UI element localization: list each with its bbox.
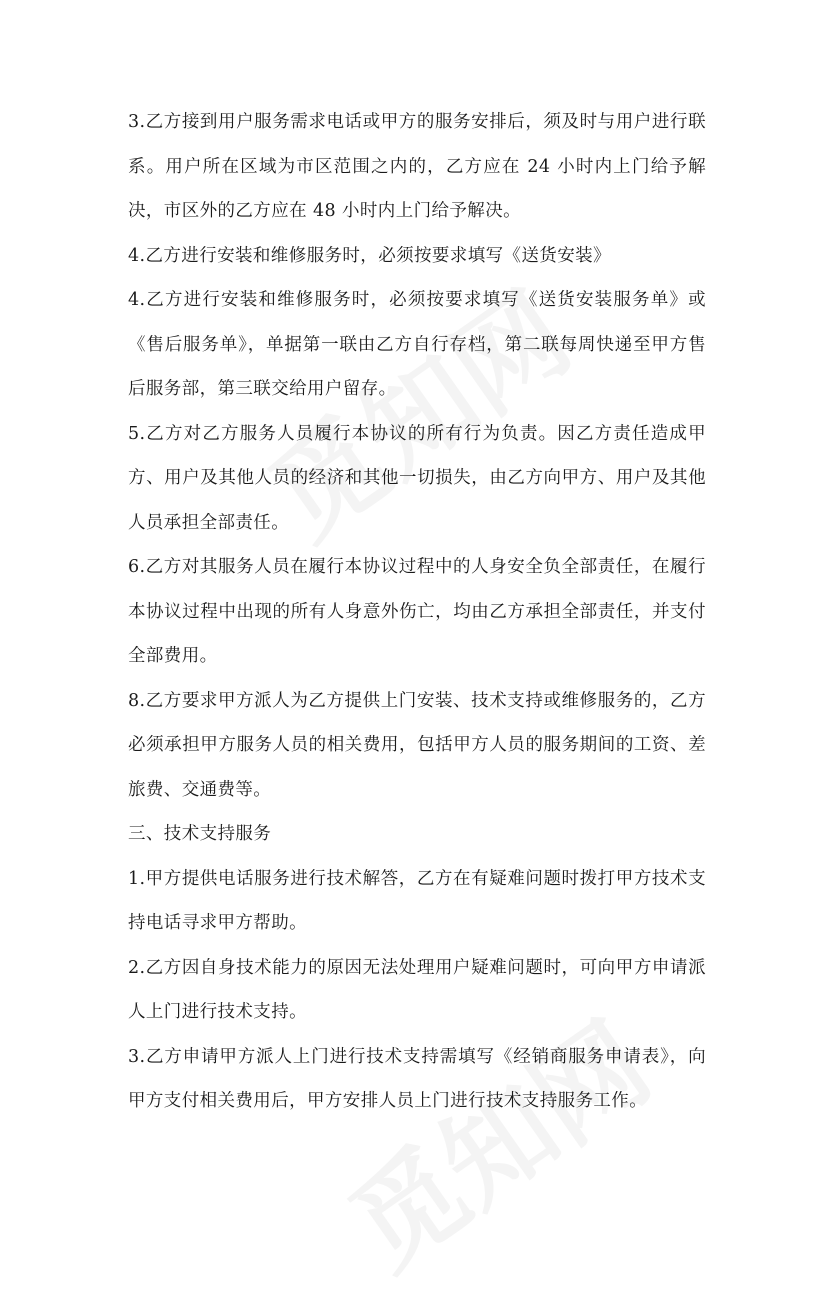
paragraph-tech-3: 3.乙方申请甲方派人上门进行技术支持需填写《经销商服务申请表》，向甲方支付相关费用后，甲方安排人员上门进行技术支持服务工作。 (128, 1046, 706, 1111)
paragraph-clause-3: 3.乙方接到用户服务需求电话或甲方的服务安排后，须及时与用户进行联系。用户所在区域为市区范围之内的，乙方应在 24 小时内上门给予解决，市区外的乙方应在 48 小时内上门给予解决。 (128, 112, 706, 221)
paragraph-clause-5: 5.乙方对乙方服务人员履行本协议的所有行为负责。因乙方责任造成甲方、用户及其他人员的经济和其他一切损失，由乙方向甲方、用户及其他人员承担全部责任。 (128, 423, 706, 533)
paragraph-tech-1: 1.甲方提供电话服务进行技术解答，乙方在有疑难问题时拨打甲方技术支持电话寻求甲方帮助。 (128, 868, 706, 933)
paragraph-tech-2: 2.乙方因自身技术能力的原因无法处理用户疑难问题时，可向甲方申请派人上门进行技术支持。 (128, 957, 706, 1022)
paragraph-clause-6: 6.乙方对其服务人员在履行本协议过程中的人身安全负全部责任，在履行本协议过程中出现的所有人身意外伤亡，均由乙方承担全部责任，并支付全部费用。 (128, 557, 706, 666)
document-body (128, 100, 706, 1124)
paragraph-clause-8: 8.乙方要求甲方派人为乙方提供上门安装、技术支持或维修服务的，乙方必须承担甲方服务人员的相关费用，包括甲方人员的服务期间的工资、差旅费、交通费等。 (128, 690, 706, 800)
paragraph-clause-4: 4.乙方进行安装和维修服务时，必须按要求填写《送货安装服务单》或《售后服务单》，单据第一联由乙方自行存档，第二联每周快递至甲方售后服务部，第三联交给用户留存。 (128, 290, 706, 399)
paragraph-clause-4-fragment: 4.乙方进行安装和维修服务时，必须按要求填写《送货安装》 (128, 245, 611, 266)
section-heading-tech-support: 三、技术支持服务 (128, 824, 272, 844)
